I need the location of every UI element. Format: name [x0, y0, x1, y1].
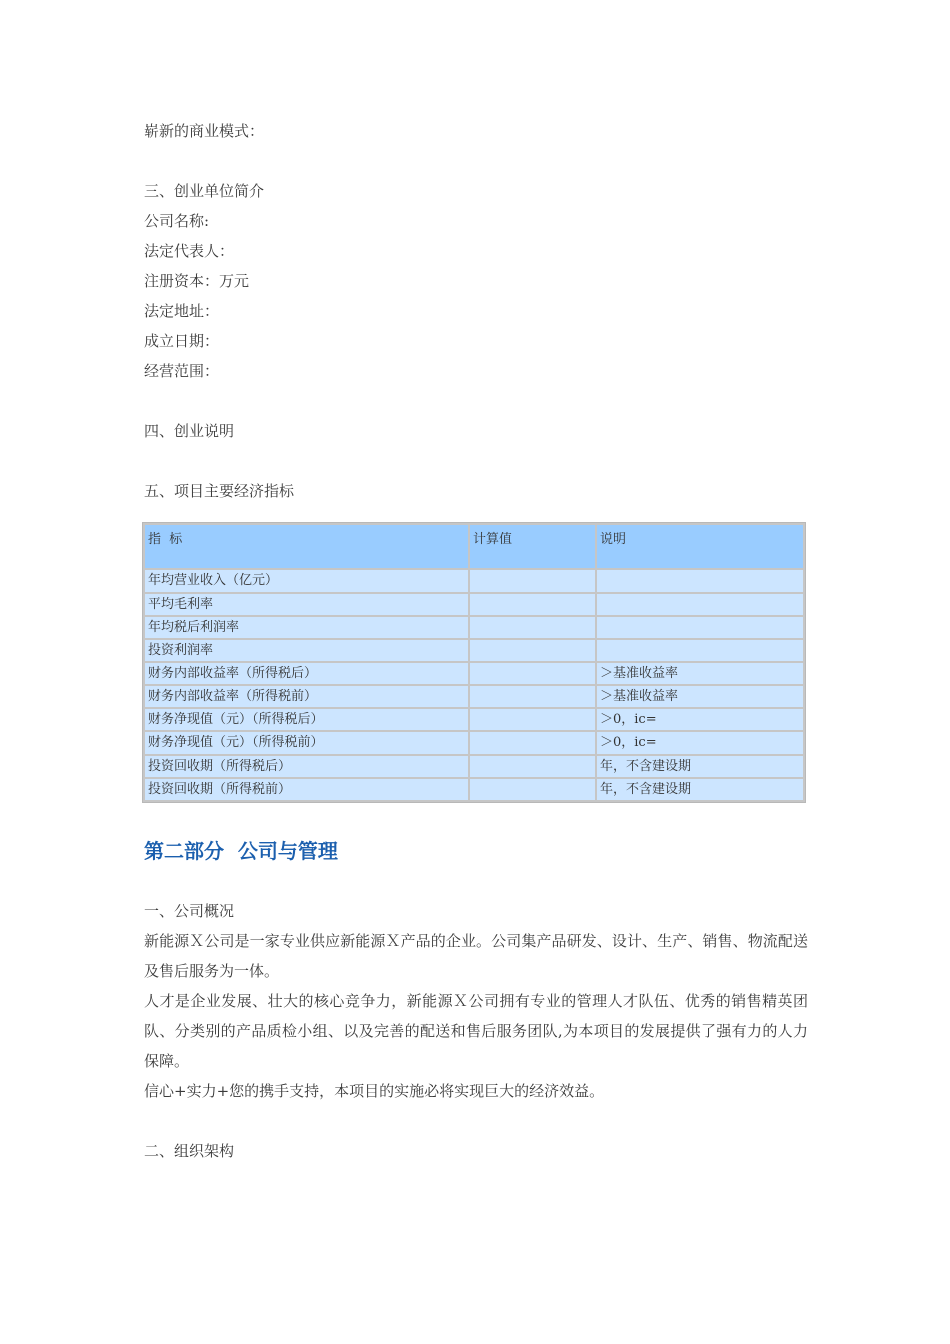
indicator-cell: 财务净现值（元）（所得税前） [145, 732, 468, 753]
indicator-cell: 财务净现值（元）（所得税后） [145, 709, 468, 730]
economic-indicators-heading: 五、项目主要经济指标 [144, 482, 295, 500]
field-business-scope: 经营范围： [144, 362, 220, 380]
value-cell [470, 709, 595, 730]
table-row [145, 594, 803, 615]
table-row [145, 570, 803, 591]
overview-paragraph-2: 人才是企业发展、壮大的核心竞争力，新能源Ｘ公司拥有专业的管理人才队伍、优秀的销售精英团队、分类别的产品质检小组、以及完善的配送和售后服务团队,为本项目的发展提供了强有力的人力保障。 [144, 992, 808, 1070]
business-model-line: 崭新的商业模式： [144, 122, 265, 140]
indicator-cell: 年均营业收入（亿元） [145, 570, 468, 591]
value-cell [470, 594, 595, 615]
note-cell: 年，不含建设期 [597, 779, 803, 800]
field-legal-address: 法定地址： [144, 302, 220, 320]
indicator-cell: 投资回收期（所得税后） [145, 756, 468, 777]
value-cell [470, 640, 595, 661]
field-founding-date: 成立日期： [144, 332, 220, 350]
column-header-indicator: 指 标 [145, 525, 468, 568]
table-row [145, 686, 803, 707]
note-cell: ＞基准收益率 [597, 686, 803, 707]
value-cell [470, 756, 595, 777]
field-registered-capital: 注册资本：万元 [144, 272, 250, 290]
table-row [145, 663, 803, 684]
value-cell [470, 570, 595, 591]
table-row [145, 779, 803, 800]
overview-paragraph-1: 新能源Ｘ公司是一家专业供应新能源Ｘ产品的企业。公司集产品研发、设计、生产、销售、物流配送及售后服务为一体。 [144, 932, 808, 980]
note-cell [597, 617, 803, 638]
table-row [145, 732, 803, 753]
overview-paragraph-3: 信心+实力+您的携手支持，本项目的实施必将实现巨大的经济效益。 [144, 1082, 605, 1100]
table-row [145, 640, 803, 661]
value-cell [470, 779, 595, 800]
field-legal-representative: 法定代表人： [144, 242, 235, 260]
table-row [145, 709, 803, 730]
indicator-cell: 平均毛利率 [145, 594, 468, 615]
indicator-cell: 财务内部收益率（所得税后） [145, 663, 468, 684]
economic-indicators-table [142, 522, 806, 803]
note-cell: 年，不含建设期 [597, 756, 803, 777]
note-cell [597, 570, 803, 591]
venture-note-heading: 四、创业说明 [144, 422, 235, 440]
column-header-note: 说明 [597, 525, 803, 568]
org-structure-heading: 二、组织架构 [144, 1142, 235, 1160]
value-cell [470, 617, 595, 638]
value-cell [470, 663, 595, 684]
note-cell [597, 640, 803, 661]
indicator-cell: 投资利润率 [145, 640, 468, 661]
company-overview-heading: 一、公司概况 [144, 902, 235, 920]
part-two-title: 第二部分 公司与管理 [144, 839, 338, 863]
company-intro-heading: 三、创业单位简介 [144, 182, 265, 200]
indicator-cell: 投资回收期（所得税前） [145, 779, 468, 800]
note-cell: ＞基准收益率 [597, 663, 803, 684]
indicator-cell: 财务内部收益率（所得税前） [145, 686, 468, 707]
table-row [145, 756, 803, 777]
value-cell [470, 732, 595, 753]
note-cell: ＞0，ic= [597, 709, 803, 730]
field-company-name: 公司名称: [144, 212, 210, 230]
note-cell [597, 594, 803, 615]
note-cell: ＞0，ic= [597, 732, 803, 753]
indicator-cell: 年均税后利润率 [145, 617, 468, 638]
table-header-row [145, 525, 803, 568]
value-cell [470, 686, 595, 707]
table-row [145, 617, 803, 638]
column-header-value: 计算值 [470, 525, 595, 568]
